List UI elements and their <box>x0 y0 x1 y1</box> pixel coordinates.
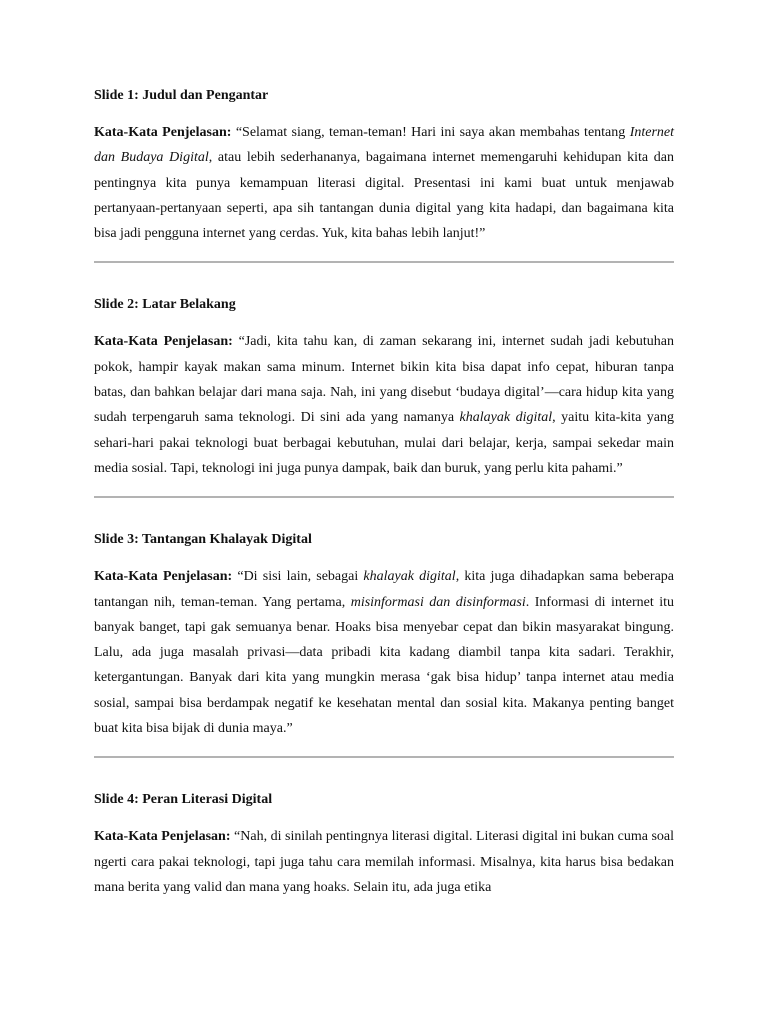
section-slide-2 <box>94 295 674 481</box>
section-body <box>94 329 674 481</box>
body-text-italic: khalayak digital <box>363 569 456 585</box>
section-title: Slide 3: Tantangan Khalayak Digital <box>94 532 312 548</box>
body-text: “Di sisi lain, sebagai <box>232 569 364 585</box>
section-divider <box>94 496 674 498</box>
section-body <box>94 120 674 246</box>
lead-label: Kata-Kata Penjelasan: <box>94 829 231 845</box>
lead-label: Kata-Kata Penjelasan: <box>94 569 233 585</box>
section-title: Slide 4: Peran Literasi Digital <box>94 792 273 808</box>
section-slide-4 <box>94 790 674 900</box>
section-title: Slide 2: Latar Belakang <box>94 297 236 313</box>
body-text: “Jadi, kita tahu kan, di zaman sekarang ini, internet sudah jadi kebutuhan pokok, hampir kayak makan sama minum. Internet bikin kita bisa dapat info cepat, hiburan tanpa batas, dan bahkan belajar dari mana saja. Nah, ini yang disebut ‘budaya digital’—cara hidup kita yang sudah terpengaruh sama teknologi. Di sini ada yang namanya <box>94 334 674 426</box>
section-slide-3 <box>94 530 674 741</box>
section-body <box>94 824 674 900</box>
document-page <box>94 86 674 900</box>
section-slide-1 <box>94 86 674 246</box>
body-text: “Nah, di sinilah pentingnya literasi digital. Literasi digital ini bukan cuma soal ngerti cara pakai teknologi, tapi juga tahu cara memilah informasi. Misalnya, kita harus bisa bedakan mana berita yang valid dan mana yang hoaks. Selain itu, ada juga etika <box>94 829 675 895</box>
body-text: , atau lebih sederhananya, bagaimana internet memengaruhi kehidupan kita dan pentingnya kita punya kemampuan literasi digital. Presentasi ini kami buat untuk menjawab pertanyaan-pertanyaan seperti, apa sih tantangan dunia digital yang kita hadapi, dan bagaimana kita bisa jadi pengguna internet yang cerdas. Yuk, kita bahas lebih lanjut!” <box>94 150 674 242</box>
lead-label: Kata-Kata Penjelasan: <box>94 125 232 140</box>
body-text: “Selamat siang, teman-teman! Hari ini saya akan membahas tentang <box>231 125 630 140</box>
body-text: , kita juga dihadapkan sama beberapa tantangan nih, teman-teman. Yang pertama, <box>94 569 674 610</box>
section-divider <box>94 261 674 263</box>
section-title: Slide 1: Judul dan Pengantar <box>94 88 269 103</box>
body-text: , yaitu kita-kita yang sehari-hari pakai teknologi buat berbagai kebutuhan, mulai dari belajar, kerja, sampai sekedar main media sosial. Tapi, teknologi ini juga punya dampak, baik dan buruk, yang perlu kita pahami.” <box>94 410 674 476</box>
lead-label: Kata-Kata Penjelasan: <box>94 334 233 350</box>
body-text-italic: misinformasi dan disinformasi <box>350 594 526 610</box>
body-text-italic: Internet dan Budaya Digital <box>94 125 675 166</box>
section-divider <box>94 756 674 758</box>
section-body <box>94 564 674 741</box>
body-text: . Informasi di internet itu banyak banget, tapi gak semuanya benar. Hoaks bisa menyebar cepat dan bikin masyarakat bingung. Lalu, ada juga masalah privasi—data pribadi kita kadang diambil tanpa kita sadari. Terakhir, ketergantungan. Banyak dari kita yang mungkin merasa ‘gak bisa hidup’ tanpa internet atau media sosial, sampai bisa berdampak negatif ke kesehatan mental dan sosial kita. Makanya penting banget buat kita bisa bijak di dunia maya.” <box>94 594 675 737</box>
body-text-italic: khalayak digital <box>459 410 553 426</box>
